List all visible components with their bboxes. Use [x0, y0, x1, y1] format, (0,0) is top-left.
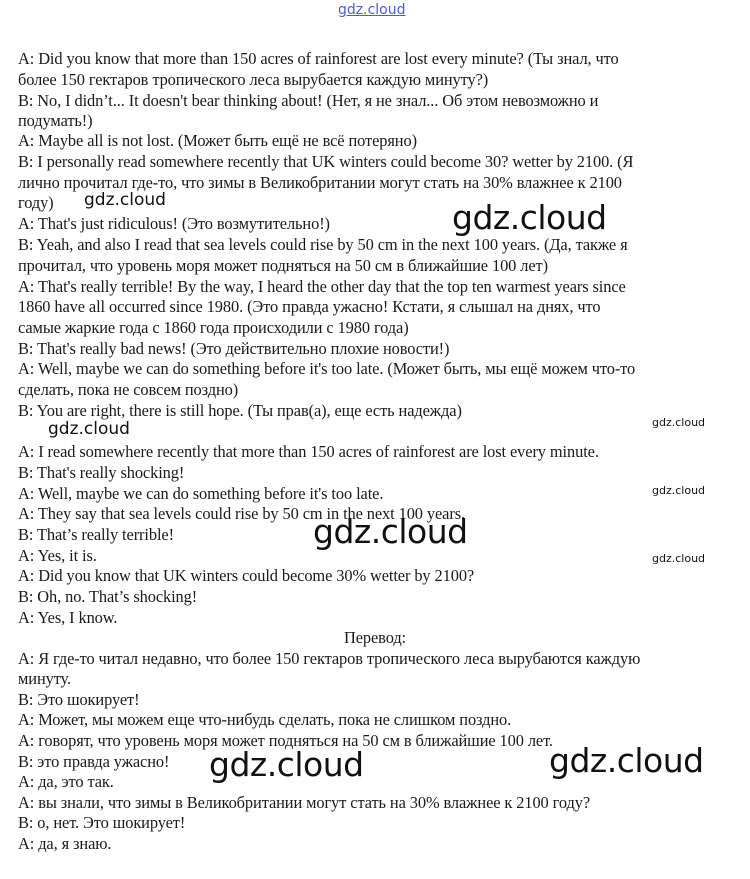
dialogue-line: B: No, I didn’t... It doesn't bear thinking about! (Нет, я не знал... Об этом невозможно и: [18, 91, 599, 110]
dialogue-line: B: That's really shocking!: [18, 463, 185, 482]
dialogue-line: A: That's really terrible! By the way, I heard the other day that the top ten warmest years since: [18, 277, 626, 296]
translation-line: А: Я где-то читал недавно, что более 150 гектаров тропического леса вырубаются каждую: [18, 649, 641, 668]
translation-line: А: говорят, что уровень моря может подняться на 50 см в ближайшие 100 лет.: [18, 731, 553, 750]
translation-line: В: о, нет. Это шокирует!: [18, 813, 186, 832]
translation-line: А: Может, мы можем еще что-нибудь сделать, пока не слишком поздно.: [18, 710, 512, 729]
dialogue-line: B: I personally read somewhere recently that UK winters could become 30? wetter by 2100. (Я: [18, 152, 634, 171]
dialogue-line: B: Yeah, and also I read that sea levels could rise by 50 cm in the next 100 years. (Да, также я: [18, 235, 628, 254]
translation-line: А: да, это так.: [18, 772, 114, 791]
dialogue-line: самые жаркие года с 1860 года происходили с 1980 года): [18, 318, 409, 337]
translation-line: В: Это шокирует!: [18, 690, 140, 709]
dialogue-line: B: That's really bad news! (Это действительно плохие новости!): [18, 339, 450, 358]
translation-line: В: это правда ужасно!: [18, 752, 170, 771]
watermark: gdz.cloud: [84, 190, 166, 210]
watermark: gdz.cloud: [209, 745, 364, 784]
dialogue-line: A: Yes, it is.: [18, 546, 97, 565]
dialogue-line: B: You are right, there is still hope. (Ты прав(а), еще есть надежда): [18, 401, 462, 420]
dialogue-line: более 150 гектаров тропического леса вырубается каждую минуту?): [18, 70, 489, 89]
dialogue-line: A: I read somewhere recently that more than 150 acres of rainforest are lost every minute.: [18, 442, 599, 461]
watermark: gdz.cloud: [549, 741, 704, 780]
watermark: gdz.cloud: [652, 552, 706, 565]
dialogue-line: прочитал, что уровень моря может подняться на 50 см в ближайшие 100 лет): [18, 256, 548, 275]
dialogue-line: A: Well, maybe we can do something before it's too late. (Может быть, мы ещё можем что-то: [18, 359, 636, 378]
dialogue-line: B: That’s really terrible!: [18, 525, 174, 544]
dialogue-line: A: Did you know that UK winters could become 30% wetter by 2100?: [18, 566, 475, 585]
watermark: gdz.cloud: [452, 198, 607, 237]
watermark: gdz.cloud: [48, 419, 130, 439]
watermark: gdz.cloud: [652, 484, 706, 497]
dialogue-line: подумать!): [18, 111, 93, 130]
dialogue-line: лично прочитал где-то, что зимы в Великобритании могут стать на 30% влажнее к 2100: [18, 173, 622, 192]
translation-line: А: вы знали, что зимы в Великобритании могут стать на 30% влажнее к 2100 году?: [18, 793, 591, 812]
dialogue-line: A: They say that sea levels could rise by 50 cm in the next 100 years.: [18, 504, 465, 523]
dialogue-line: A: That's just ridiculous! (Это возмутительно!): [18, 214, 330, 233]
watermark-top-link[interactable]: gdz.cloud: [338, 2, 406, 18]
dialogue-line: A: Maybe all is not lost. (Может быть ещё не всё потеряно): [18, 131, 417, 150]
translation-line: А: да, я знаю.: [18, 834, 112, 853]
watermark: gdz.cloud: [652, 416, 706, 429]
translation-heading: Перевод:: [343, 628, 407, 647]
translation-line: минуту.: [18, 669, 72, 688]
dialogue-line: A: Well, maybe we can do something before it's too late.: [18, 484, 384, 503]
dialogue-line: 1860 have all occurred since 1980. (Это правда ужасно! Кстати, я слышал на днях, что: [18, 297, 601, 316]
dialogue-line: B: Oh, no. That’s shocking!: [18, 587, 198, 606]
dialogue-line: A: Did you know that more than 150 acres of rainforest are lost every minute? (Ты знал, что: [18, 49, 619, 68]
dialogue-line: сделать, пока не совсем поздно): [18, 380, 239, 399]
dialogue-line: A: Yes, I know.: [18, 608, 118, 627]
dialogue-line: году): [18, 193, 54, 212]
watermark: gdz.cloud: [313, 512, 468, 551]
